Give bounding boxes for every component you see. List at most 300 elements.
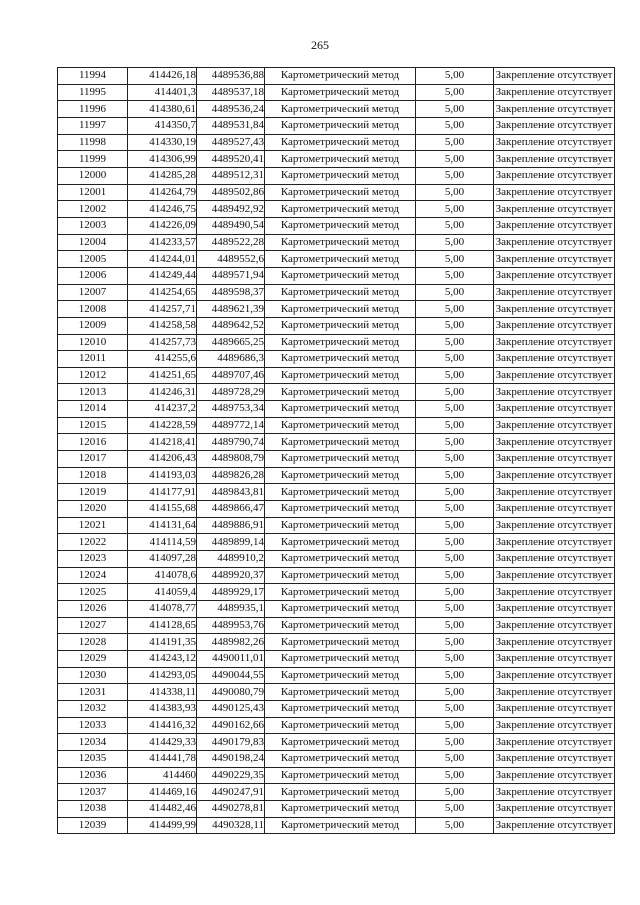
- accuracy-cell: 5,00: [416, 634, 494, 651]
- y-coordinate-cell: 4490080,79: [197, 684, 265, 701]
- point-number-cell: 12027: [58, 617, 128, 634]
- method-cell: Картометрический метод: [265, 767, 416, 784]
- accuracy-cell: 5,00: [416, 767, 494, 784]
- fixation-cell: Закрепление отсутствует: [494, 101, 615, 118]
- point-number-cell: 12005: [58, 251, 128, 268]
- method-cell: Картометрический метод: [265, 634, 416, 651]
- x-coordinate-cell: 414264,79: [128, 184, 197, 201]
- x-coordinate-cell: 414243,12: [128, 650, 197, 667]
- x-coordinate-cell: 414338,11: [128, 684, 197, 701]
- point-number-cell: 12000: [58, 167, 128, 184]
- fixation-cell: Закрепление отсутствует: [494, 584, 615, 601]
- method-cell: Картометрический метод: [265, 784, 416, 801]
- method-cell: Картометрический метод: [265, 617, 416, 634]
- accuracy-cell: 5,00: [416, 750, 494, 767]
- y-coordinate-cell: 4489522,28: [197, 234, 265, 251]
- point-number-cell: 12010: [58, 334, 128, 351]
- table-row: [58, 434, 615, 451]
- x-coordinate-cell: 414059,4: [128, 584, 197, 601]
- accuracy-cell: 5,00: [416, 417, 494, 434]
- fixation-cell: Закрепление отсутствует: [494, 717, 615, 734]
- y-coordinate-cell: 4490328,11: [197, 817, 265, 834]
- point-number-cell: 12033: [58, 717, 128, 734]
- method-cell: Картометрический метод: [265, 68, 416, 85]
- table-row: [58, 68, 615, 85]
- fixation-cell: Закрепление отсутствует: [494, 384, 615, 401]
- table-row: [58, 667, 615, 684]
- accuracy-cell: 5,00: [416, 351, 494, 368]
- method-cell: Картометрический метод: [265, 284, 416, 301]
- fixation-cell: Закрепление отсутствует: [494, 784, 615, 801]
- point-number-cell: 12034: [58, 734, 128, 751]
- method-cell: Картометрический метод: [265, 184, 416, 201]
- accuracy-cell: 5,00: [416, 817, 494, 834]
- fixation-cell: Закрепление отсутствует: [494, 800, 615, 817]
- accuracy-cell: 5,00: [416, 617, 494, 634]
- fixation-cell: Закрепление отсутствует: [494, 750, 615, 767]
- table-row: [58, 201, 615, 218]
- accuracy-cell: 5,00: [416, 551, 494, 568]
- accuracy-cell: 5,00: [416, 251, 494, 268]
- method-cell: Картометрический метод: [265, 417, 416, 434]
- point-number-cell: 12039: [58, 817, 128, 834]
- point-number-cell: 12012: [58, 367, 128, 384]
- method-cell: Картометрический метод: [265, 667, 416, 684]
- y-coordinate-cell: 4489520,41: [197, 151, 265, 168]
- fixation-cell: Закрепление отсутствует: [494, 84, 615, 101]
- x-coordinate-cell: 414097,28: [128, 551, 197, 568]
- x-coordinate-cell: 414128,65: [128, 617, 197, 634]
- x-coordinate-cell: 414258,58: [128, 317, 197, 334]
- x-coordinate-cell: 414257,71: [128, 301, 197, 318]
- table-row: [58, 717, 615, 734]
- fixation-cell: Закрепление отсутствует: [494, 167, 615, 184]
- point-number-cell: 12037: [58, 784, 128, 801]
- x-coordinate-cell: 414177,91: [128, 484, 197, 501]
- fixation-cell: Закрепление отсутствует: [494, 551, 615, 568]
- accuracy-cell: 5,00: [416, 234, 494, 251]
- method-cell: Картометрический метод: [265, 817, 416, 834]
- method-cell: Картометрический метод: [265, 117, 416, 134]
- x-coordinate-cell: 414380,61: [128, 101, 197, 118]
- method-cell: Картометрический метод: [265, 800, 416, 817]
- point-number-cell: 12020: [58, 501, 128, 518]
- y-coordinate-cell: 4489527,43: [197, 134, 265, 151]
- point-number-cell: 11996: [58, 101, 128, 118]
- fixation-cell: Закрепление отсутствует: [494, 484, 615, 501]
- point-number-cell: 12028: [58, 634, 128, 651]
- table-row: [58, 601, 615, 618]
- x-coordinate-cell: 414228,59: [128, 417, 197, 434]
- method-cell: Картометрический метод: [265, 501, 416, 518]
- y-coordinate-cell: 4489531,84: [197, 117, 265, 134]
- method-cell: Картометрический метод: [265, 401, 416, 418]
- y-coordinate-cell: 4489492,92: [197, 201, 265, 218]
- fixation-cell: Закрепление отсутствует: [494, 184, 615, 201]
- x-coordinate-cell: 414206,43: [128, 451, 197, 468]
- y-coordinate-cell: 4489790,74: [197, 434, 265, 451]
- x-coordinate-cell: 414330,19: [128, 134, 197, 151]
- method-cell: Картометрический метод: [265, 267, 416, 284]
- y-coordinate-cell: 4489512,31: [197, 167, 265, 184]
- table-row: [58, 367, 615, 384]
- coordinates-table: [57, 67, 615, 834]
- table-row: [58, 317, 615, 334]
- table-row: [58, 634, 615, 651]
- point-number-cell: 12036: [58, 767, 128, 784]
- method-cell: Картометрический метод: [265, 551, 416, 568]
- point-number-cell: 12024: [58, 567, 128, 584]
- method-cell: Картометрический метод: [265, 434, 416, 451]
- x-coordinate-cell: 414226,09: [128, 217, 197, 234]
- y-coordinate-cell: 4489536,24: [197, 101, 265, 118]
- point-number-cell: 12032: [58, 700, 128, 717]
- point-number-cell: 12038: [58, 800, 128, 817]
- fixation-cell: Закрепление отсутствует: [494, 734, 615, 751]
- method-cell: Картометрический метод: [265, 451, 416, 468]
- y-coordinate-cell: 4489953,76: [197, 617, 265, 634]
- accuracy-cell: 5,00: [416, 217, 494, 234]
- accuracy-cell: 5,00: [416, 650, 494, 667]
- table-row: [58, 650, 615, 667]
- point-number-cell: 12029: [58, 650, 128, 667]
- method-cell: Картометрический метод: [265, 167, 416, 184]
- point-number-cell: 12006: [58, 267, 128, 284]
- point-number-cell: 12019: [58, 484, 128, 501]
- x-coordinate-cell: 414251,65: [128, 367, 197, 384]
- fixation-cell: Закрепление отсутствует: [494, 817, 615, 834]
- table-row: [58, 234, 615, 251]
- table-row: [58, 267, 615, 284]
- y-coordinate-cell: 4489537,18: [197, 84, 265, 101]
- point-number-cell: 12013: [58, 384, 128, 401]
- x-coordinate-cell: 414350,7: [128, 117, 197, 134]
- table-row: [58, 800, 615, 817]
- table-row: [58, 401, 615, 418]
- method-cell: Картометрический метод: [265, 201, 416, 218]
- fixation-cell: Закрепление отсутствует: [494, 684, 615, 701]
- x-coordinate-cell: 414429,33: [128, 734, 197, 751]
- point-number-cell: 12030: [58, 667, 128, 684]
- point-number-cell: 12011: [58, 351, 128, 368]
- accuracy-cell: 5,00: [416, 800, 494, 817]
- method-cell: Картометрический метод: [265, 517, 416, 534]
- accuracy-cell: 5,00: [416, 601, 494, 618]
- accuracy-cell: 5,00: [416, 184, 494, 201]
- y-coordinate-cell: 4489910,2: [197, 551, 265, 568]
- accuracy-cell: 5,00: [416, 284, 494, 301]
- table-row: [58, 567, 615, 584]
- accuracy-cell: 5,00: [416, 117, 494, 134]
- point-number-cell: 12002: [58, 201, 128, 218]
- accuracy-cell: 5,00: [416, 167, 494, 184]
- y-coordinate-cell: 4490198,24: [197, 750, 265, 767]
- x-coordinate-cell: 414306,99: [128, 151, 197, 168]
- x-coordinate-cell: 414249,44: [128, 267, 197, 284]
- point-number-cell: 12025: [58, 584, 128, 601]
- table-row: [58, 134, 615, 151]
- accuracy-cell: 5,00: [416, 700, 494, 717]
- table-row: [58, 334, 615, 351]
- y-coordinate-cell: 4489490,54: [197, 217, 265, 234]
- x-coordinate-cell: 414193,03: [128, 467, 197, 484]
- y-coordinate-cell: 4490044,55: [197, 667, 265, 684]
- method-cell: Картометрический метод: [265, 367, 416, 384]
- x-coordinate-cell: 414237,2: [128, 401, 197, 418]
- y-coordinate-cell: 4489598,37: [197, 284, 265, 301]
- y-coordinate-cell: 4489571,94: [197, 267, 265, 284]
- y-coordinate-cell: 4489935,1: [197, 601, 265, 618]
- accuracy-cell: 5,00: [416, 717, 494, 734]
- method-cell: Картометрический метод: [265, 684, 416, 701]
- method-cell: Картометрический метод: [265, 534, 416, 551]
- table-row: [58, 700, 615, 717]
- y-coordinate-cell: 4489772,14: [197, 417, 265, 434]
- table-row: [58, 684, 615, 701]
- table-row: [58, 217, 615, 234]
- method-cell: Картометрический метод: [265, 84, 416, 101]
- fixation-cell: Закрепление отсутствует: [494, 251, 615, 268]
- y-coordinate-cell: 4489552,6: [197, 251, 265, 268]
- table-row: [58, 767, 615, 784]
- x-coordinate-cell: 414469,16: [128, 784, 197, 801]
- method-cell: Картометрический метод: [265, 650, 416, 667]
- point-number-cell: 12007: [58, 284, 128, 301]
- fixation-cell: Закрепление отсутствует: [494, 517, 615, 534]
- fixation-cell: Закрепление отсутствует: [494, 68, 615, 85]
- y-coordinate-cell: 4489866,47: [197, 501, 265, 518]
- table-row: [58, 617, 615, 634]
- accuracy-cell: 5,00: [416, 451, 494, 468]
- accuracy-cell: 5,00: [416, 484, 494, 501]
- table-row: [58, 501, 615, 518]
- table-row: [58, 117, 615, 134]
- method-cell: Картометрический метод: [265, 467, 416, 484]
- accuracy-cell: 5,00: [416, 501, 494, 518]
- x-coordinate-cell: 414233,57: [128, 234, 197, 251]
- point-number-cell: 12003: [58, 217, 128, 234]
- point-number-cell: 11994: [58, 68, 128, 85]
- method-cell: Картометрический метод: [265, 700, 416, 717]
- point-number-cell: 12026: [58, 601, 128, 618]
- method-cell: Картометрический метод: [265, 101, 416, 118]
- point-number-cell: 12017: [58, 451, 128, 468]
- y-coordinate-cell: 4489686,3: [197, 351, 265, 368]
- point-number-cell: 12004: [58, 234, 128, 251]
- fixation-cell: Закрепление отсутствует: [494, 267, 615, 284]
- accuracy-cell: 5,00: [416, 151, 494, 168]
- accuracy-cell: 5,00: [416, 301, 494, 318]
- accuracy-cell: 5,00: [416, 201, 494, 218]
- x-coordinate-cell: 414254,65: [128, 284, 197, 301]
- method-cell: Картометрический метод: [265, 750, 416, 767]
- method-cell: Картометрический метод: [265, 601, 416, 618]
- accuracy-cell: 5,00: [416, 68, 494, 85]
- table-row: [58, 817, 615, 834]
- accuracy-cell: 5,00: [416, 517, 494, 534]
- point-number-cell: 12023: [58, 551, 128, 568]
- method-cell: Картометрический метод: [265, 717, 416, 734]
- method-cell: Картометрический метод: [265, 734, 416, 751]
- table-row: [58, 734, 615, 751]
- x-coordinate-cell: 414482,46: [128, 800, 197, 817]
- x-coordinate-cell: 414078,77: [128, 601, 197, 618]
- fixation-cell: Закрепление отсутствует: [494, 534, 615, 551]
- table-row: [58, 84, 615, 101]
- x-coordinate-cell: 414383,93: [128, 700, 197, 717]
- point-number-cell: 12009: [58, 317, 128, 334]
- x-coordinate-cell: 414293,05: [128, 667, 197, 684]
- y-coordinate-cell: 4489929,17: [197, 584, 265, 601]
- x-coordinate-cell: 414155,68: [128, 501, 197, 518]
- point-number-cell: 12008: [58, 301, 128, 318]
- method-cell: Картометрический метод: [265, 351, 416, 368]
- accuracy-cell: 5,00: [416, 401, 494, 418]
- x-coordinate-cell: 414244,01: [128, 251, 197, 268]
- accuracy-cell: 5,00: [416, 334, 494, 351]
- y-coordinate-cell: 4489886,91: [197, 517, 265, 534]
- accuracy-cell: 5,00: [416, 384, 494, 401]
- y-coordinate-cell: 4489826,28: [197, 467, 265, 484]
- fixation-cell: Закрепление отсутствует: [494, 650, 615, 667]
- accuracy-cell: 5,00: [416, 667, 494, 684]
- x-coordinate-cell: 414246,31: [128, 384, 197, 401]
- y-coordinate-cell: 4490162,66: [197, 717, 265, 734]
- y-coordinate-cell: 4489536,88: [197, 68, 265, 85]
- y-coordinate-cell: 4489502,86: [197, 184, 265, 201]
- fixation-cell: Закрепление отсутствует: [494, 401, 615, 418]
- point-number-cell: 12022: [58, 534, 128, 551]
- table-row: [58, 101, 615, 118]
- point-number-cell: 12014: [58, 401, 128, 418]
- point-number-cell: 12031: [58, 684, 128, 701]
- table-row: [58, 750, 615, 767]
- table-row: [58, 784, 615, 801]
- point-number-cell: 11998: [58, 134, 128, 151]
- accuracy-cell: 5,00: [416, 317, 494, 334]
- accuracy-cell: 5,00: [416, 467, 494, 484]
- fixation-cell: Закрепление отсутствует: [494, 134, 615, 151]
- y-coordinate-cell: 4489843,81: [197, 484, 265, 501]
- method-cell: Картометрический метод: [265, 584, 416, 601]
- fixation-cell: Закрепление отсутствует: [494, 451, 615, 468]
- table-row: [58, 451, 615, 468]
- y-coordinate-cell: 4490011,01: [197, 650, 265, 667]
- y-coordinate-cell: 4490125,43: [197, 700, 265, 717]
- table-row: [58, 284, 615, 301]
- fixation-cell: Закрепление отсутствует: [494, 351, 615, 368]
- fixation-cell: Закрепление отсутствует: [494, 567, 615, 584]
- fixation-cell: Закрепление отсутствует: [494, 284, 615, 301]
- accuracy-cell: 5,00: [416, 534, 494, 551]
- fixation-cell: Закрепление отсутствует: [494, 767, 615, 784]
- accuracy-cell: 5,00: [416, 684, 494, 701]
- accuracy-cell: 5,00: [416, 734, 494, 751]
- x-coordinate-cell: 414401,3: [128, 84, 197, 101]
- fixation-cell: Закрепление отсутствует: [494, 151, 615, 168]
- accuracy-cell: 5,00: [416, 367, 494, 384]
- y-coordinate-cell: 4490278,81: [197, 800, 265, 817]
- table-row: [58, 384, 615, 401]
- fixation-cell: Закрепление отсутствует: [494, 634, 615, 651]
- y-coordinate-cell: 4490179,83: [197, 734, 265, 751]
- table-row: [58, 551, 615, 568]
- x-coordinate-cell: 414416,32: [128, 717, 197, 734]
- fixation-cell: Закрепление отсутствует: [494, 700, 615, 717]
- page-number: 265: [311, 38, 329, 52]
- fixation-cell: Закрепление отсутствует: [494, 467, 615, 484]
- fixation-cell: Закрепление отсутствует: [494, 334, 615, 351]
- method-cell: Картометрический метод: [265, 251, 416, 268]
- x-coordinate-cell: 414255,6: [128, 351, 197, 368]
- fixation-cell: Закрепление отсутствует: [494, 301, 615, 318]
- fixation-cell: Закрепление отсутствует: [494, 417, 615, 434]
- fixation-cell: Закрепление отсутствует: [494, 601, 615, 618]
- x-coordinate-cell: 414426,18: [128, 68, 197, 85]
- accuracy-cell: 5,00: [416, 134, 494, 151]
- point-number-cell: 12015: [58, 417, 128, 434]
- table-row: [58, 151, 615, 168]
- y-coordinate-cell: 4489982,26: [197, 634, 265, 651]
- method-cell: Картометрический метод: [265, 301, 416, 318]
- x-coordinate-cell: 414218,41: [128, 434, 197, 451]
- point-number-cell: 12021: [58, 517, 128, 534]
- fixation-cell: Закрепление отсутствует: [494, 501, 615, 518]
- table-row: [58, 167, 615, 184]
- method-cell: Картометрический метод: [265, 134, 416, 151]
- fixation-cell: Закрепление отсутствует: [494, 667, 615, 684]
- y-coordinate-cell: 4489899,14: [197, 534, 265, 551]
- method-cell: Картометрический метод: [265, 384, 416, 401]
- x-coordinate-cell: 414114,59: [128, 534, 197, 551]
- accuracy-cell: 5,00: [416, 784, 494, 801]
- x-coordinate-cell: 414191,35: [128, 634, 197, 651]
- x-coordinate-cell: 414499,99: [128, 817, 197, 834]
- point-number-cell: 11995: [58, 84, 128, 101]
- point-number-cell: 12035: [58, 750, 128, 767]
- method-cell: Картометрический метод: [265, 151, 416, 168]
- fixation-cell: Закрепление отсутствует: [494, 617, 615, 634]
- fixation-cell: Закрепление отсутствует: [494, 234, 615, 251]
- point-number-cell: 11997: [58, 117, 128, 134]
- fixation-cell: Закрепление отсутствует: [494, 317, 615, 334]
- table-row: [58, 517, 615, 534]
- x-coordinate-cell: 414078,6: [128, 567, 197, 584]
- y-coordinate-cell: 4489642,52: [197, 317, 265, 334]
- y-coordinate-cell: 4489621,39: [197, 301, 265, 318]
- accuracy-cell: 5,00: [416, 101, 494, 118]
- x-coordinate-cell: 414131,64: [128, 517, 197, 534]
- table-row: [58, 351, 615, 368]
- table-row: [58, 534, 615, 551]
- x-coordinate-cell: 414441,78: [128, 750, 197, 767]
- table-row: [58, 417, 615, 434]
- y-coordinate-cell: 4489920,37: [197, 567, 265, 584]
- method-cell: Картометрический метод: [265, 334, 416, 351]
- table-row: [58, 584, 615, 601]
- method-cell: Картометрический метод: [265, 217, 416, 234]
- fixation-cell: Закрепление отсутствует: [494, 434, 615, 451]
- y-coordinate-cell: 4490229,35: [197, 767, 265, 784]
- accuracy-cell: 5,00: [416, 434, 494, 451]
- accuracy-cell: 5,00: [416, 84, 494, 101]
- fixation-cell: Закрепление отсутствует: [494, 367, 615, 384]
- method-cell: Картометрический метод: [265, 484, 416, 501]
- accuracy-cell: 5,00: [416, 267, 494, 284]
- y-coordinate-cell: 4489707,46: [197, 367, 265, 384]
- table-row: [58, 251, 615, 268]
- x-coordinate-cell: 414285,28: [128, 167, 197, 184]
